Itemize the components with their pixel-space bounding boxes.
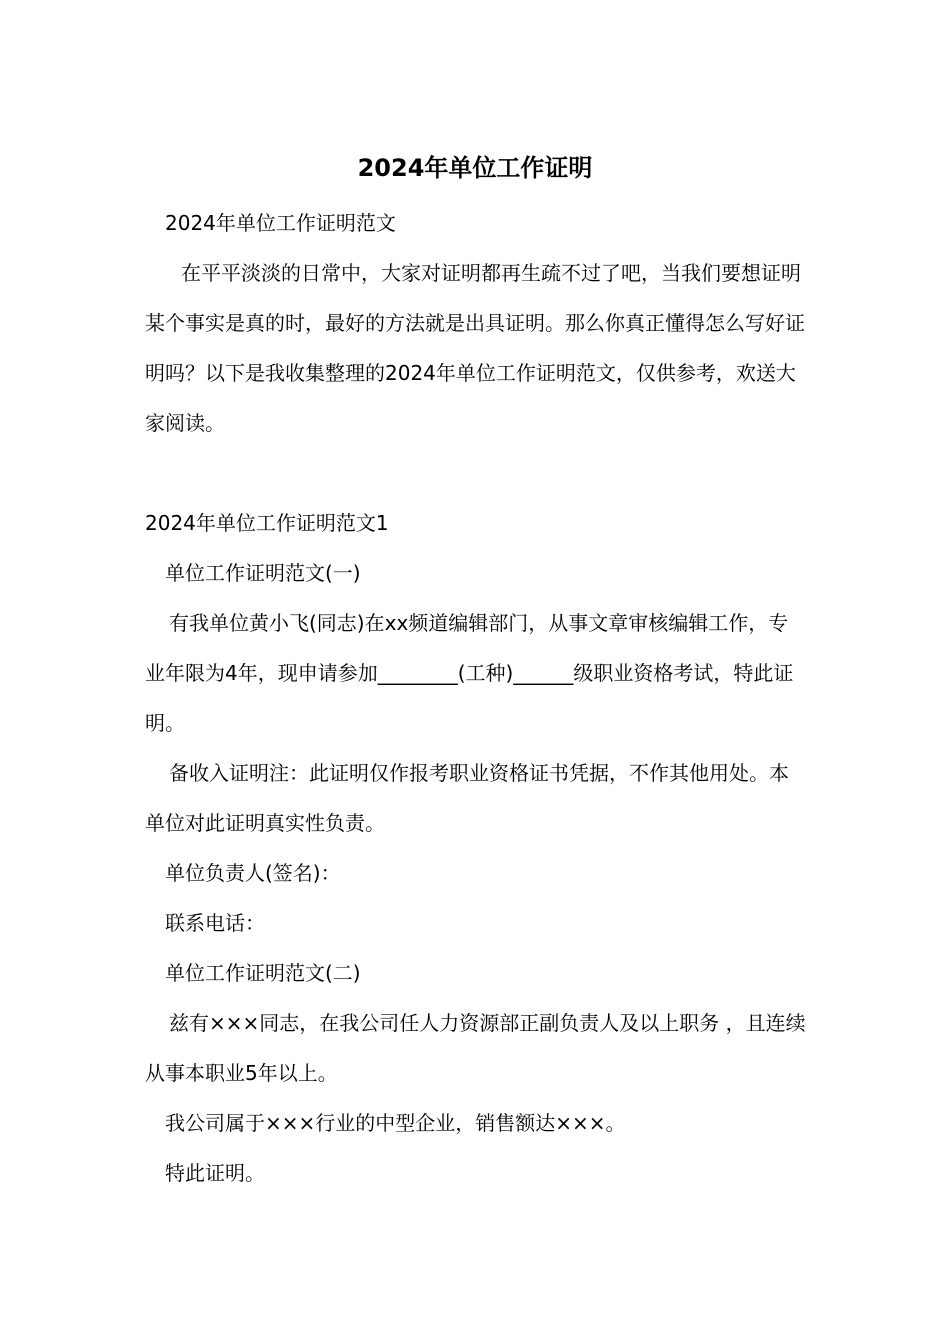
sample-2-company: 我公司属于×××行业的中型企业，销售额达×××。 <box>165 1111 626 1135</box>
sample-1-body: 有我单位黄小飞(同志)在xx频道编辑部门，从事文章审核编辑工作，专业年限为4年，现申请参加________(工种)______级职业资格考试，特此证明。 <box>145 611 794 735</box>
document-title: 2024年单位工作证明 <box>357 154 593 182</box>
sample-heading-1: 单位工作证明范文(一) <box>165 561 361 585</box>
section-heading-1: 2024年单位工作证明范文1 <box>145 511 389 535</box>
sample-1-phone: 联系电话： <box>165 911 265 935</box>
intro-paragraph: 在平平淡淡的日常中，大家对证明都再生疏不过了吧，当我们要想证明某个事实是真的时，最好的方法就是出具证明。那么你真正懂得怎么写好证明吗？以下是我收集整理的2024年单位工作证明范文，仅供参考，欢送大家阅读。 <box>145 261 805 435</box>
sample-1-signer: 单位负责人(签名)： <box>165 861 341 885</box>
sample-1-note: 备收入证明注：此证明仅作报考职业资格证书凭据，不作其他用处。本单位对此证明真实性负责。 <box>145 761 789 835</box>
document-subtitle: 2024年单位工作证明范文 <box>165 211 396 235</box>
sample-2-closing: 特此证明。 <box>165 1161 265 1185</box>
sample-2-body: 兹有×××同志，在我公司任人力资源部正副负责人及以上职务 ，且连续从事本职业5年以上。 <box>145 1011 806 1085</box>
sample-heading-2: 单位工作证明范文(二) <box>165 961 361 985</box>
